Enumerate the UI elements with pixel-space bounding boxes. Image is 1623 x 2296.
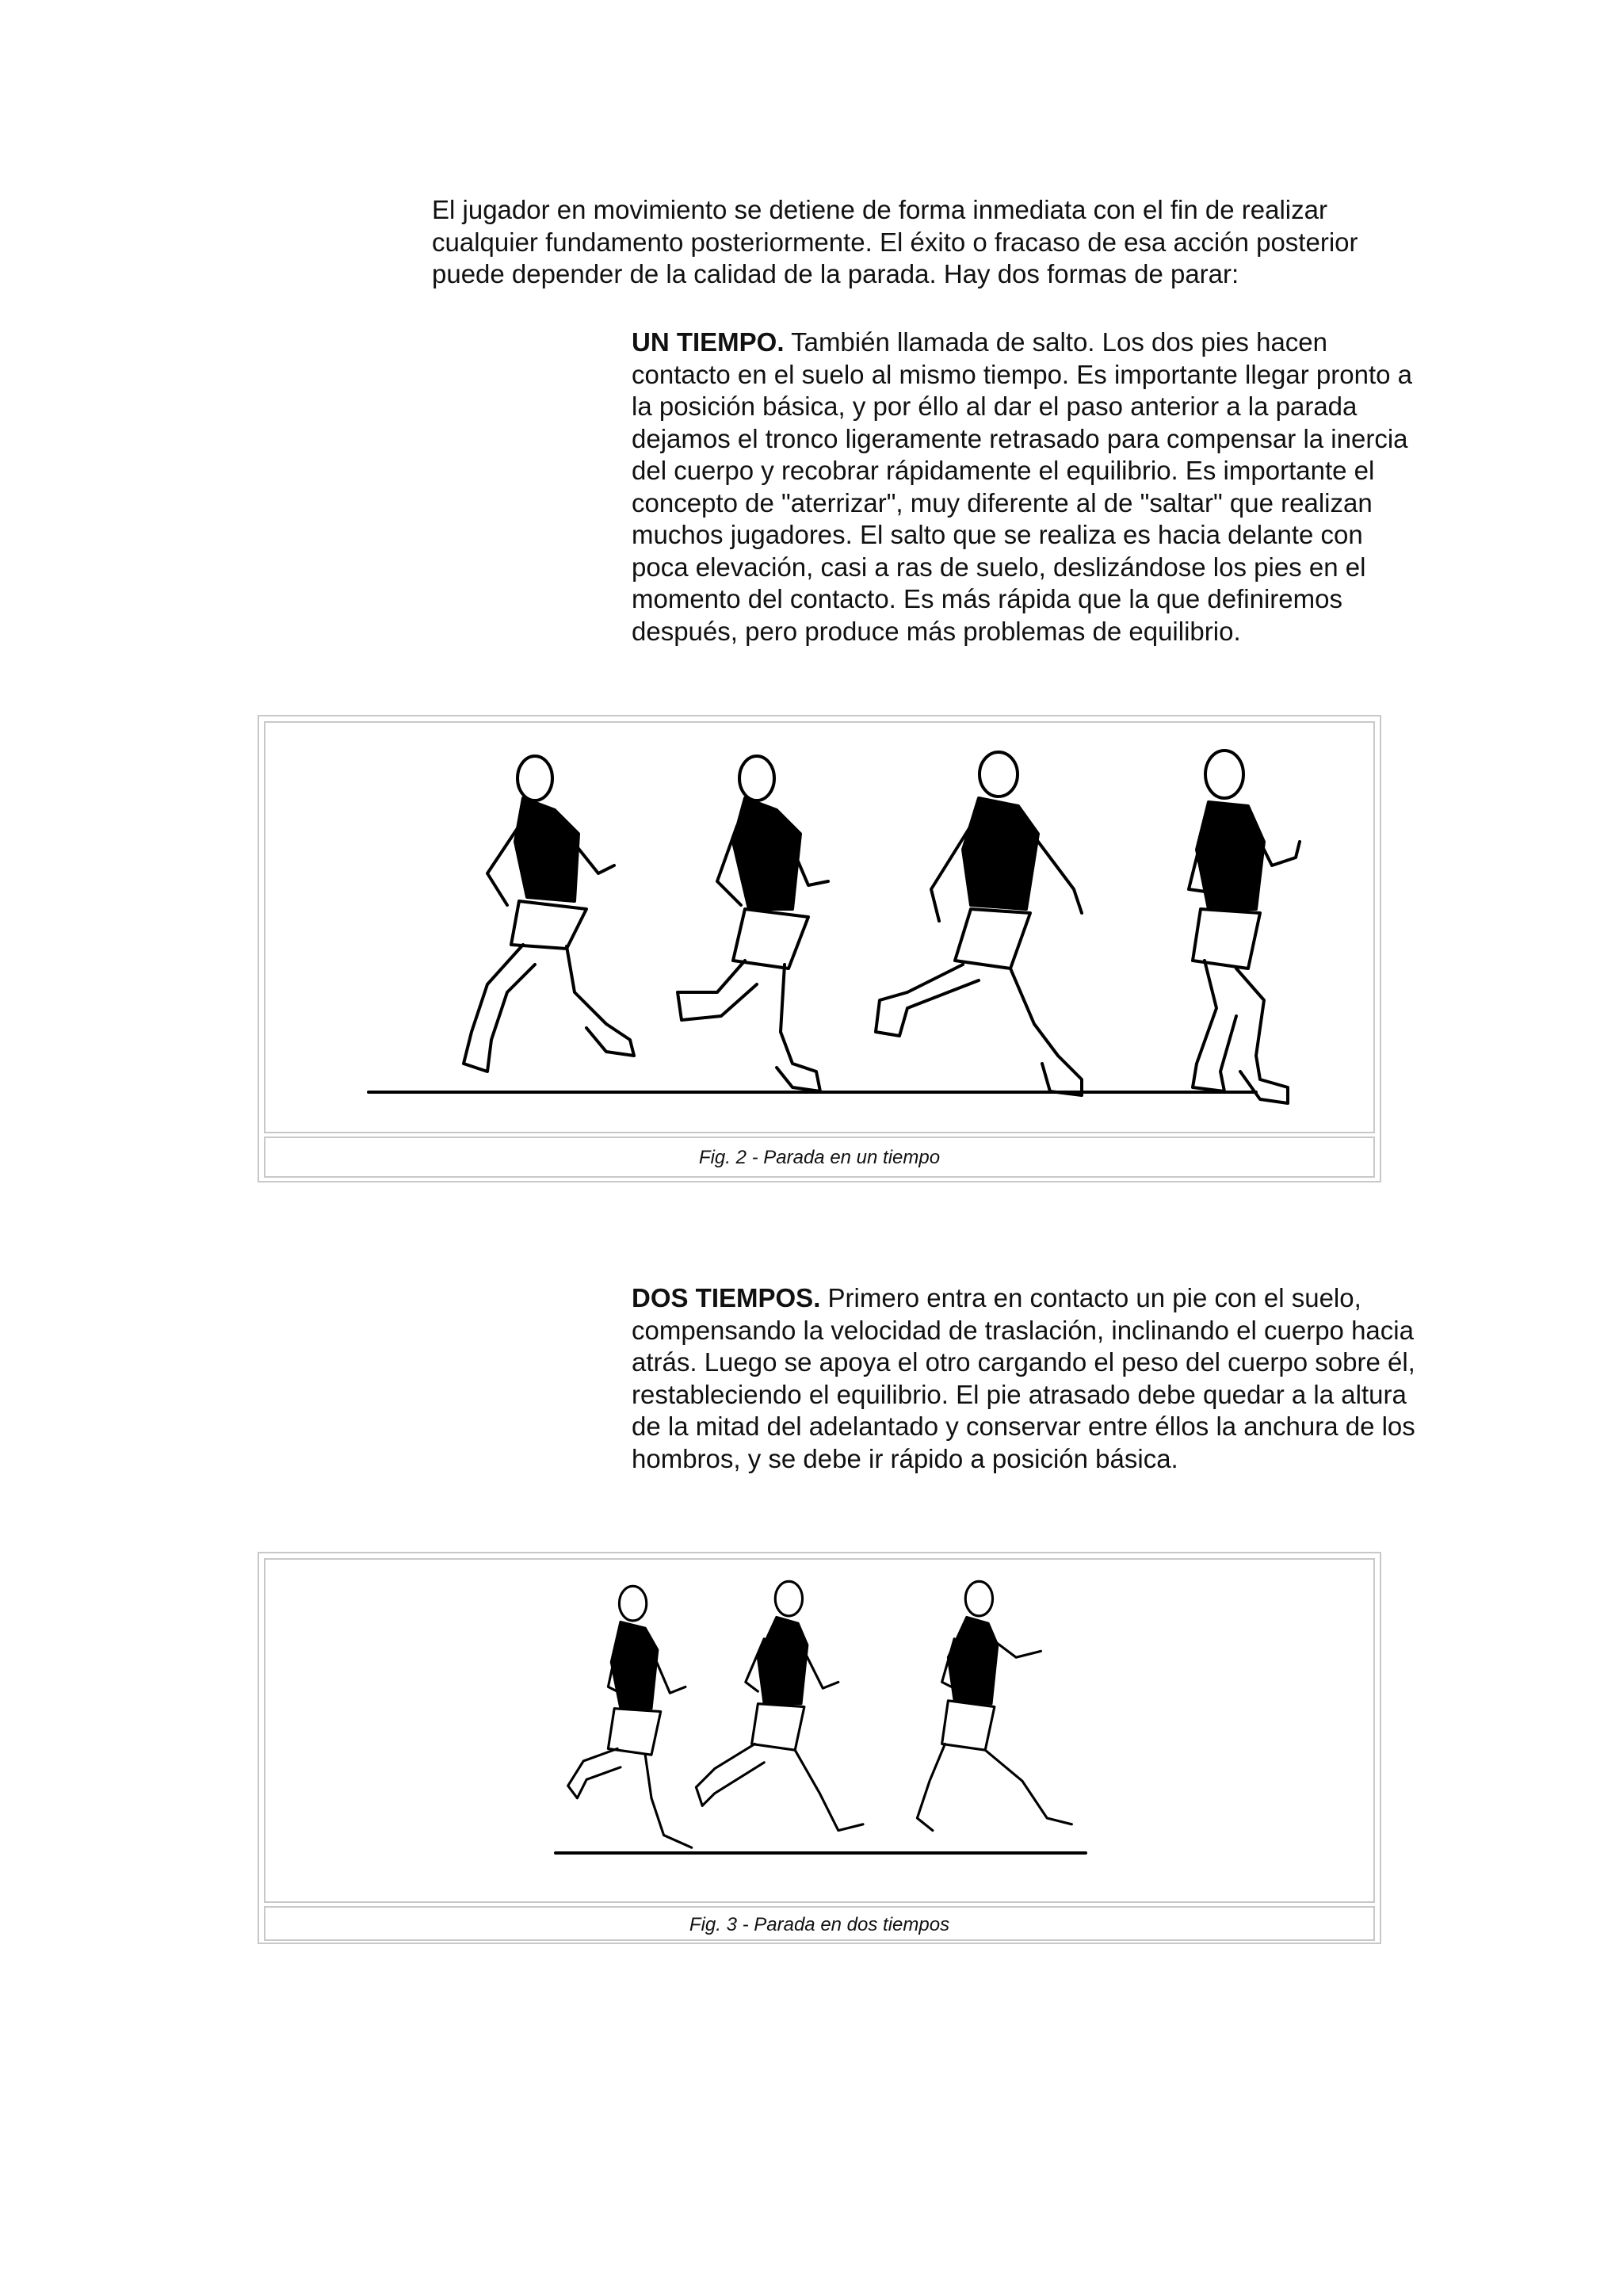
runners-two-step-illustration xyxy=(265,1560,1377,1901)
figure-2-illustration xyxy=(264,721,1375,1133)
runner-3 xyxy=(876,752,1082,1095)
figure-3-illustration xyxy=(264,1558,1375,1903)
runner-b xyxy=(696,1581,863,1830)
runner-a xyxy=(568,1586,692,1847)
runner-c xyxy=(917,1581,1071,1830)
dos-tiempos-heading: DOS TIEMPOS. xyxy=(632,1283,821,1312)
runner-2 xyxy=(678,756,828,1091)
figure-2-caption: Fig. 2 - Parada en un tiempo xyxy=(264,1137,1375,1178)
runner-4 xyxy=(1189,751,1300,1103)
dos-tiempos-paragraph xyxy=(632,1282,1424,1475)
un-tiempo-heading: UN TIEMPO. xyxy=(632,327,785,357)
intro-paragraph: El jugador en movimiento se detiene de forma inmediata con el fin de realizar cualquier fundamento posteriormente. El éxito o fracaso de esa acción posterior puede depender de la calidad de la parada. Hay dos formas de parar: xyxy=(432,195,1358,288)
dos-tiempos-text: Primero entra en contacto un pie con el suelo, compensando la velocidad de traslación, inclinando el cuerpo hacia atrás. Luego se apoya el otro cargando el peso del cuerpo sobre él, restableciendo el equilibrio. El pie atrasado debe quedar a la altura de la mitad del adelantado y conservar entre éllos la anchura de los hombros, y se debe ir rápido a posición básica. xyxy=(632,1283,1415,1473)
figure-3 xyxy=(258,1552,1381,1944)
runners-one-step-illustration xyxy=(265,723,1377,1132)
runner-1 xyxy=(464,756,634,1072)
un-tiempo-text: También llamada de salto. Los dos pies hacen contacto en el suelo al mismo tiempo. Es importante llegar pronto a la posición básica, y por éllo al dar el paso anterior a la parada dejamos el tronco ligeramente retrasado para compensar la inercia del cuerpo y recobrar rápidamente el equilibrio. Es importante el concepto de "aterrizar", muy diferente al de "saltar" que realizan muchos jugadores. El salto que se realiza es hacia delante con poca elevación, casi a ras de suelo, deslizándose los pies en el momento del contacto. Es más rápida que la que definiremos después, pero produce más problemas de equilibrio. xyxy=(632,327,1413,646)
figure-2 xyxy=(258,715,1381,1182)
un-tiempo-paragraph xyxy=(632,327,1412,648)
figure-3-caption: Fig. 3 - Parada en dos tiempos xyxy=(264,1906,1375,1941)
